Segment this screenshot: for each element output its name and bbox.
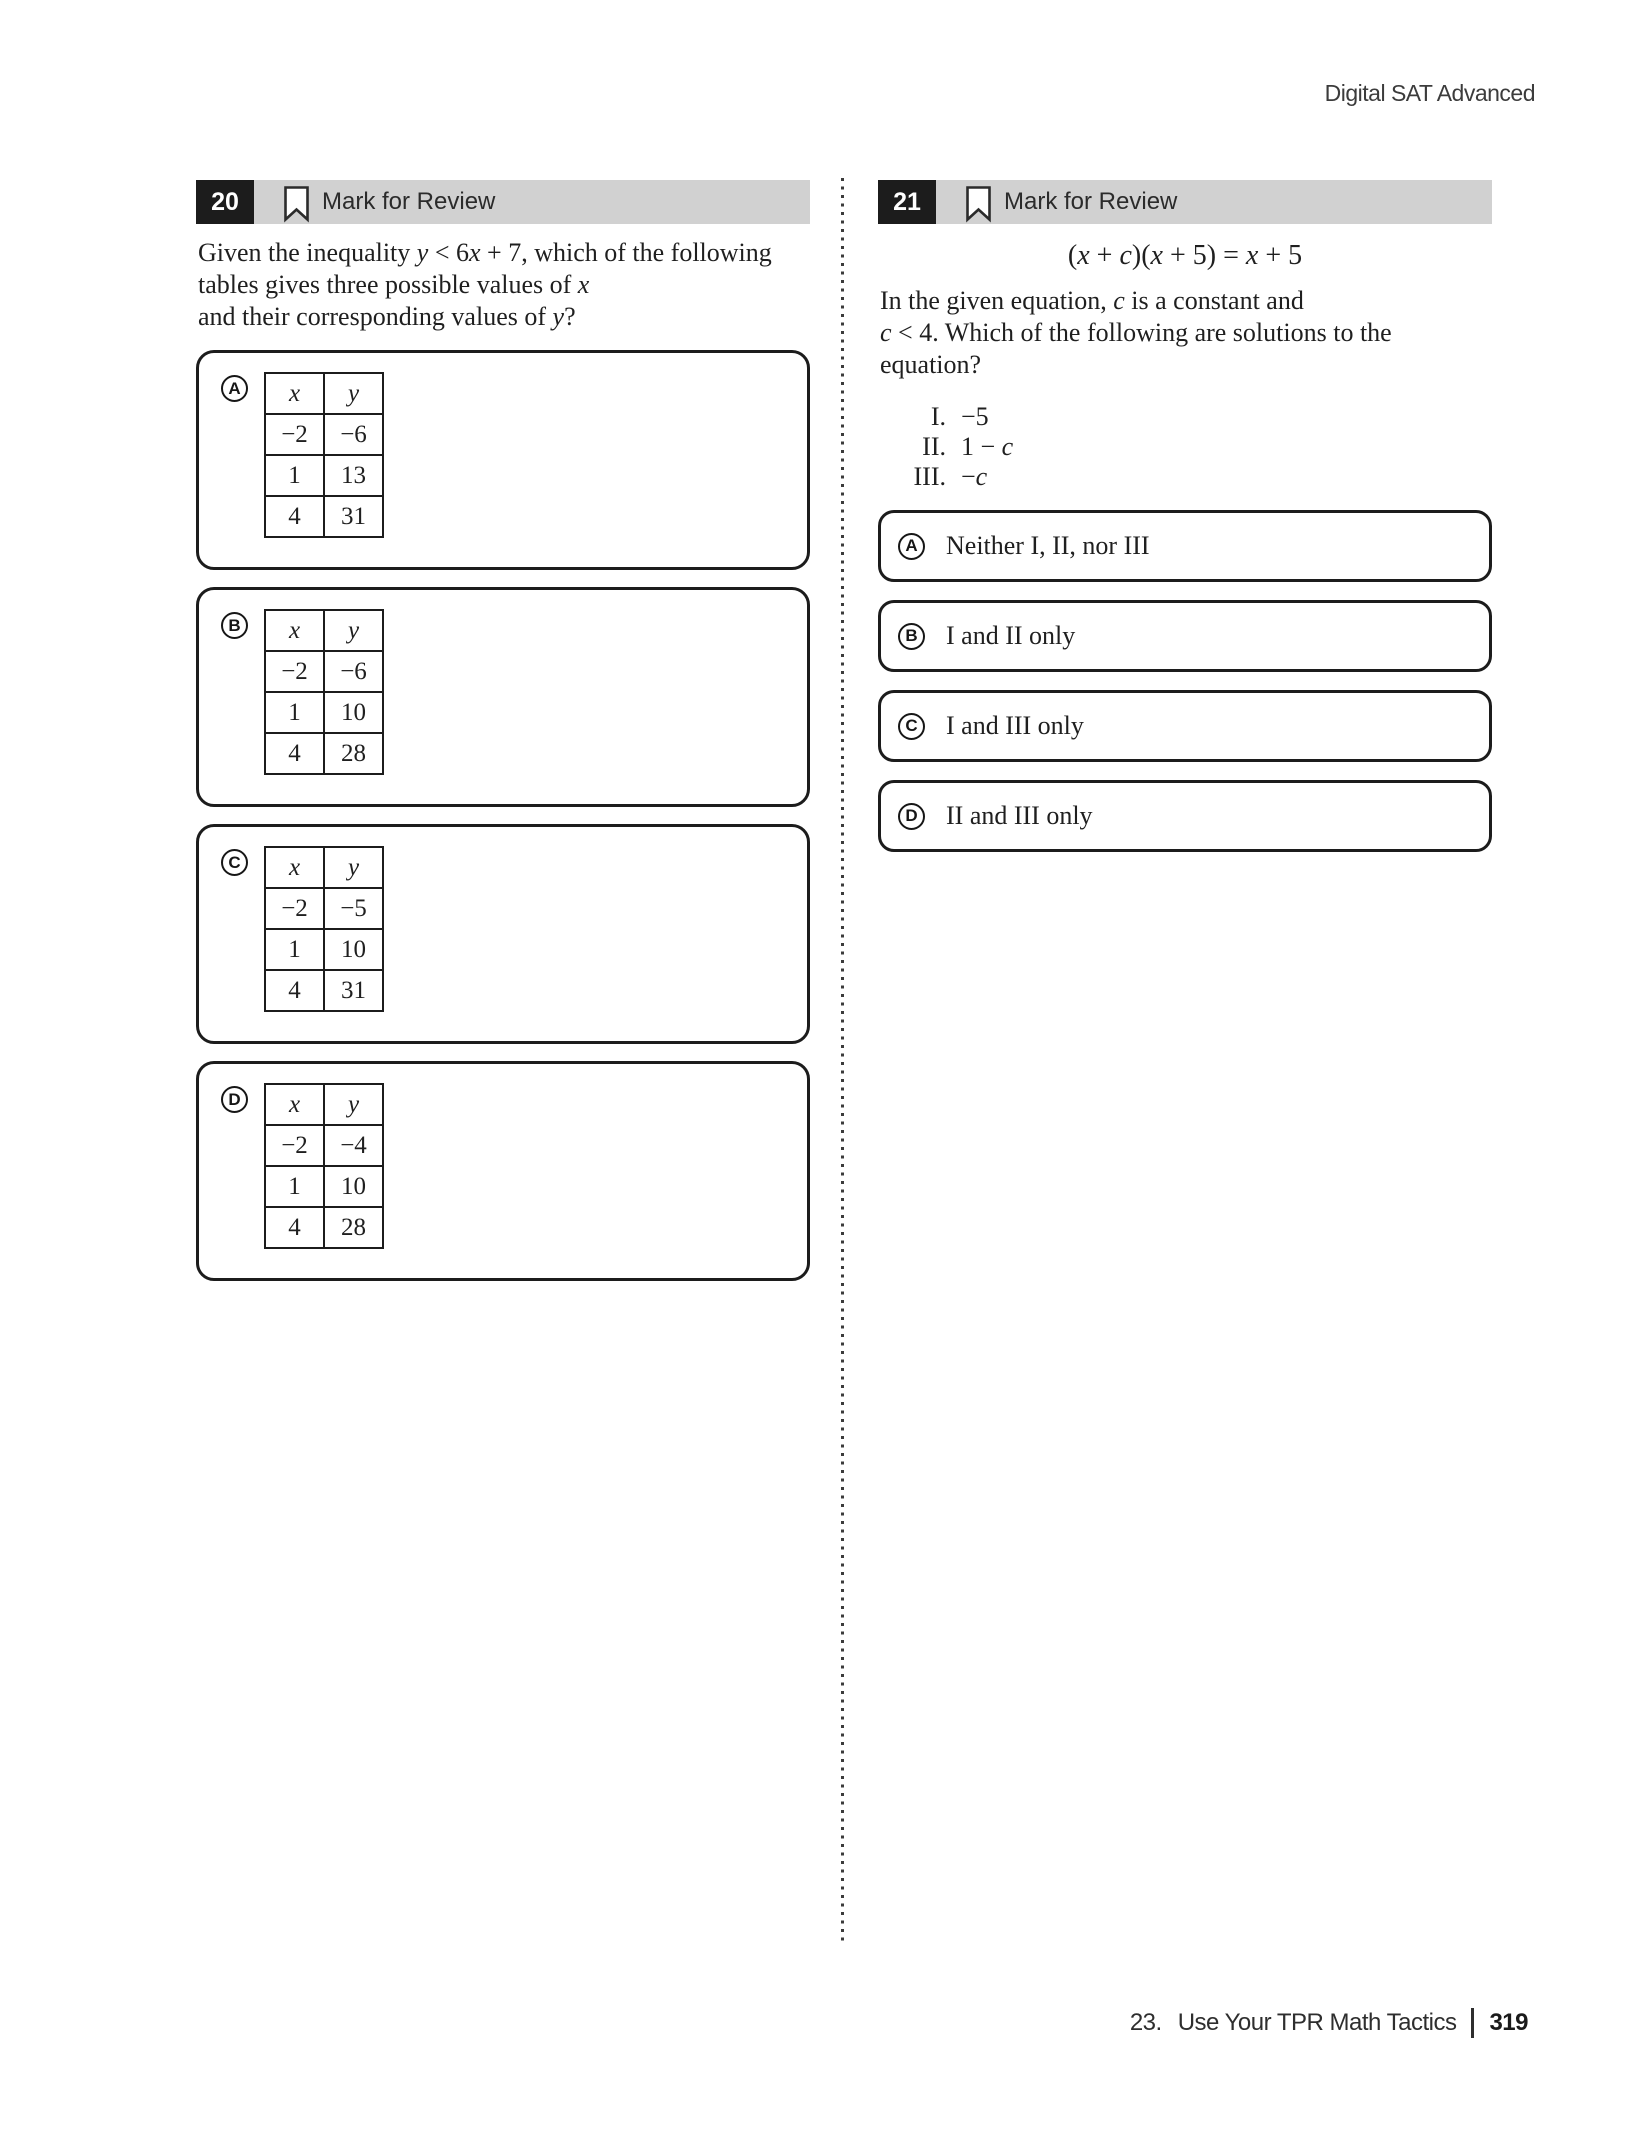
choice-letter-circle: D <box>898 803 925 830</box>
table-header-cell <box>265 610 324 651</box>
value-segment: − <box>961 462 976 491</box>
choice-letter-circle: C <box>221 849 248 876</box>
equation-segment: + 5 <box>1258 240 1303 271</box>
table-cell: 4 <box>265 1207 324 1248</box>
equation-segment: + <box>1089 240 1120 271</box>
table-header-cell <box>265 1084 324 1125</box>
prompt-segment: is a constant and <box>1124 286 1304 315</box>
math-var: c <box>1001 432 1014 461</box>
table-cell: 4 <box>265 496 324 537</box>
equation-segment: + 5) = <box>1162 240 1246 271</box>
table-cell: 1 <box>265 455 324 496</box>
value-segment: −5 <box>961 402 989 431</box>
table-header-y: y <box>347 616 360 644</box>
mark-for-review-label[interactable]: Mark for Review <box>1004 188 1178 215</box>
choice-letter-circle: A <box>898 533 925 560</box>
math-var: y <box>552 302 565 331</box>
question-21-prompt <box>880 285 1492 381</box>
q20-option-b-table <box>264 609 384 775</box>
table-cell: −2 <box>265 414 324 455</box>
chapter-title: Use Your TPR Math Tactics <box>1177 2009 1457 2036</box>
bookmark-icon[interactable] <box>282 185 311 228</box>
page-footer <box>1130 2008 1528 2038</box>
option-text: I and III only <box>946 711 1084 740</box>
option-text: Neither I, II, nor III <box>946 531 1150 560</box>
table-header-cell <box>324 610 383 651</box>
table-header-x: x <box>288 616 301 644</box>
q20-option-d[interactable] <box>196 1061 810 1281</box>
running-head: Digital SAT Advanced <box>1324 80 1535 106</box>
table-cell: 10 <box>324 692 383 733</box>
prompt-segment: < 4. Which of the following are solutions to the equation? <box>880 318 1392 379</box>
question-20-header <box>196 180 810 224</box>
equation-segment: ( <box>1067 240 1078 271</box>
table-header-y: y <box>347 853 360 881</box>
q21-option-d[interactable] <box>878 780 1492 852</box>
question-number-badge: 21 <box>878 180 936 224</box>
chapter-number: 23. <box>1129 2009 1162 2036</box>
table-cell: −6 <box>324 651 383 692</box>
math-var: x <box>1150 240 1163 271</box>
table-cell: 4 <box>265 733 324 774</box>
math-var: x <box>1077 240 1090 271</box>
table-cell: 10 <box>324 929 383 970</box>
table-cell: −2 <box>265 651 324 692</box>
math-var: c <box>975 462 988 491</box>
table-header-y: y <box>347 379 360 407</box>
numeral-label: II. <box>922 432 946 461</box>
option-text: I and II only <box>946 621 1076 650</box>
numeral-label: III. <box>913 462 946 491</box>
table-header-x: x <box>288 853 301 881</box>
prompt-segment: Given the inequality <box>198 238 417 267</box>
table-cell: 28 <box>324 733 383 774</box>
math-var: x <box>577 270 590 299</box>
choice-letter-circle: C <box>898 713 925 740</box>
table-cell: 13 <box>324 455 383 496</box>
math-var: x <box>1245 240 1259 271</box>
numeral-item-2 <box>878 432 1492 462</box>
table-cell: −4 <box>324 1125 383 1166</box>
question-20-prompt <box>198 237 810 333</box>
table-cell: −2 <box>265 1125 324 1166</box>
question-20 <box>196 180 810 1281</box>
q20-option-a[interactable] <box>196 350 810 570</box>
question-21-header <box>878 180 1492 224</box>
table-header-cell <box>265 847 324 888</box>
table-cell: 31 <box>324 496 383 537</box>
choice-letter-circle: D <box>221 1086 248 1113</box>
q20-option-c-table <box>264 846 384 1012</box>
choice-letter-circle: A <box>221 375 248 402</box>
q21-option-b[interactable] <box>878 600 1492 672</box>
mark-for-review-label[interactable]: Mark for Review <box>322 188 496 215</box>
table-header-cell <box>324 373 383 414</box>
page-number: 319 <box>1489 2009 1528 2036</box>
prompt-segment: and their corresponding values of <box>198 302 553 331</box>
table-header-cell <box>324 1084 383 1125</box>
numeral-value <box>961 402 989 432</box>
table-cell: 1 <box>265 1166 324 1207</box>
math-var: c <box>1119 240 1132 271</box>
table-header-x: x <box>288 1090 301 1118</box>
table-header-cell <box>265 373 324 414</box>
numeral-value <box>961 462 987 492</box>
q20-option-a-table <box>264 372 384 538</box>
footer-divider <box>1471 2008 1474 2038</box>
table-cell: 28 <box>324 1207 383 1248</box>
column-divider <box>841 178 844 1946</box>
question-21 <box>878 180 1492 852</box>
numeral-item-1 <box>878 402 1492 432</box>
table-header-x: x <box>288 379 301 407</box>
question-number-badge: 20 <box>196 180 254 224</box>
prompt-segment: + 7, which of the following tables gives three possible values of <box>198 238 772 299</box>
q20-option-b[interactable] <box>196 587 810 807</box>
table-cell: −6 <box>324 414 383 455</box>
table-cell: −5 <box>324 888 383 929</box>
math-var: x <box>469 238 481 267</box>
question-21-equation <box>878 240 1492 272</box>
numeral-value <box>961 432 1013 462</box>
q20-option-d-table <box>264 1083 384 1249</box>
bookmark-icon[interactable] <box>964 185 993 228</box>
math-var: c <box>1113 286 1125 315</box>
choice-letter-circle: B <box>221 612 248 639</box>
table-cell: 31 <box>324 970 383 1011</box>
prompt-segment: ? <box>564 302 576 331</box>
prompt-segment: < 6 <box>428 238 469 267</box>
equation-segment: )( <box>1131 240 1151 271</box>
table-header-y: y <box>347 1090 360 1118</box>
q21-option-c[interactable] <box>878 690 1492 762</box>
table-cell: 1 <box>265 929 324 970</box>
math-var: c <box>880 318 892 347</box>
table-cell: −2 <box>265 888 324 929</box>
table-cell: 4 <box>265 970 324 1011</box>
choice-letter-circle: B <box>898 623 925 650</box>
table-cell: 1 <box>265 692 324 733</box>
numeral-item-3 <box>878 462 1492 492</box>
q21-option-a[interactable] <box>878 510 1492 582</box>
value-segment: 1 − <box>961 432 1002 461</box>
table-header-cell <box>324 847 383 888</box>
table-cell: 10 <box>324 1166 383 1207</box>
option-text: II and III only <box>946 801 1093 830</box>
roman-numeral-list <box>878 402 1492 492</box>
q20-option-c[interactable] <box>196 824 810 1044</box>
math-var: y <box>416 238 429 267</box>
numeral-label: I. <box>930 402 946 431</box>
prompt-segment: In the given equation, <box>880 286 1114 315</box>
